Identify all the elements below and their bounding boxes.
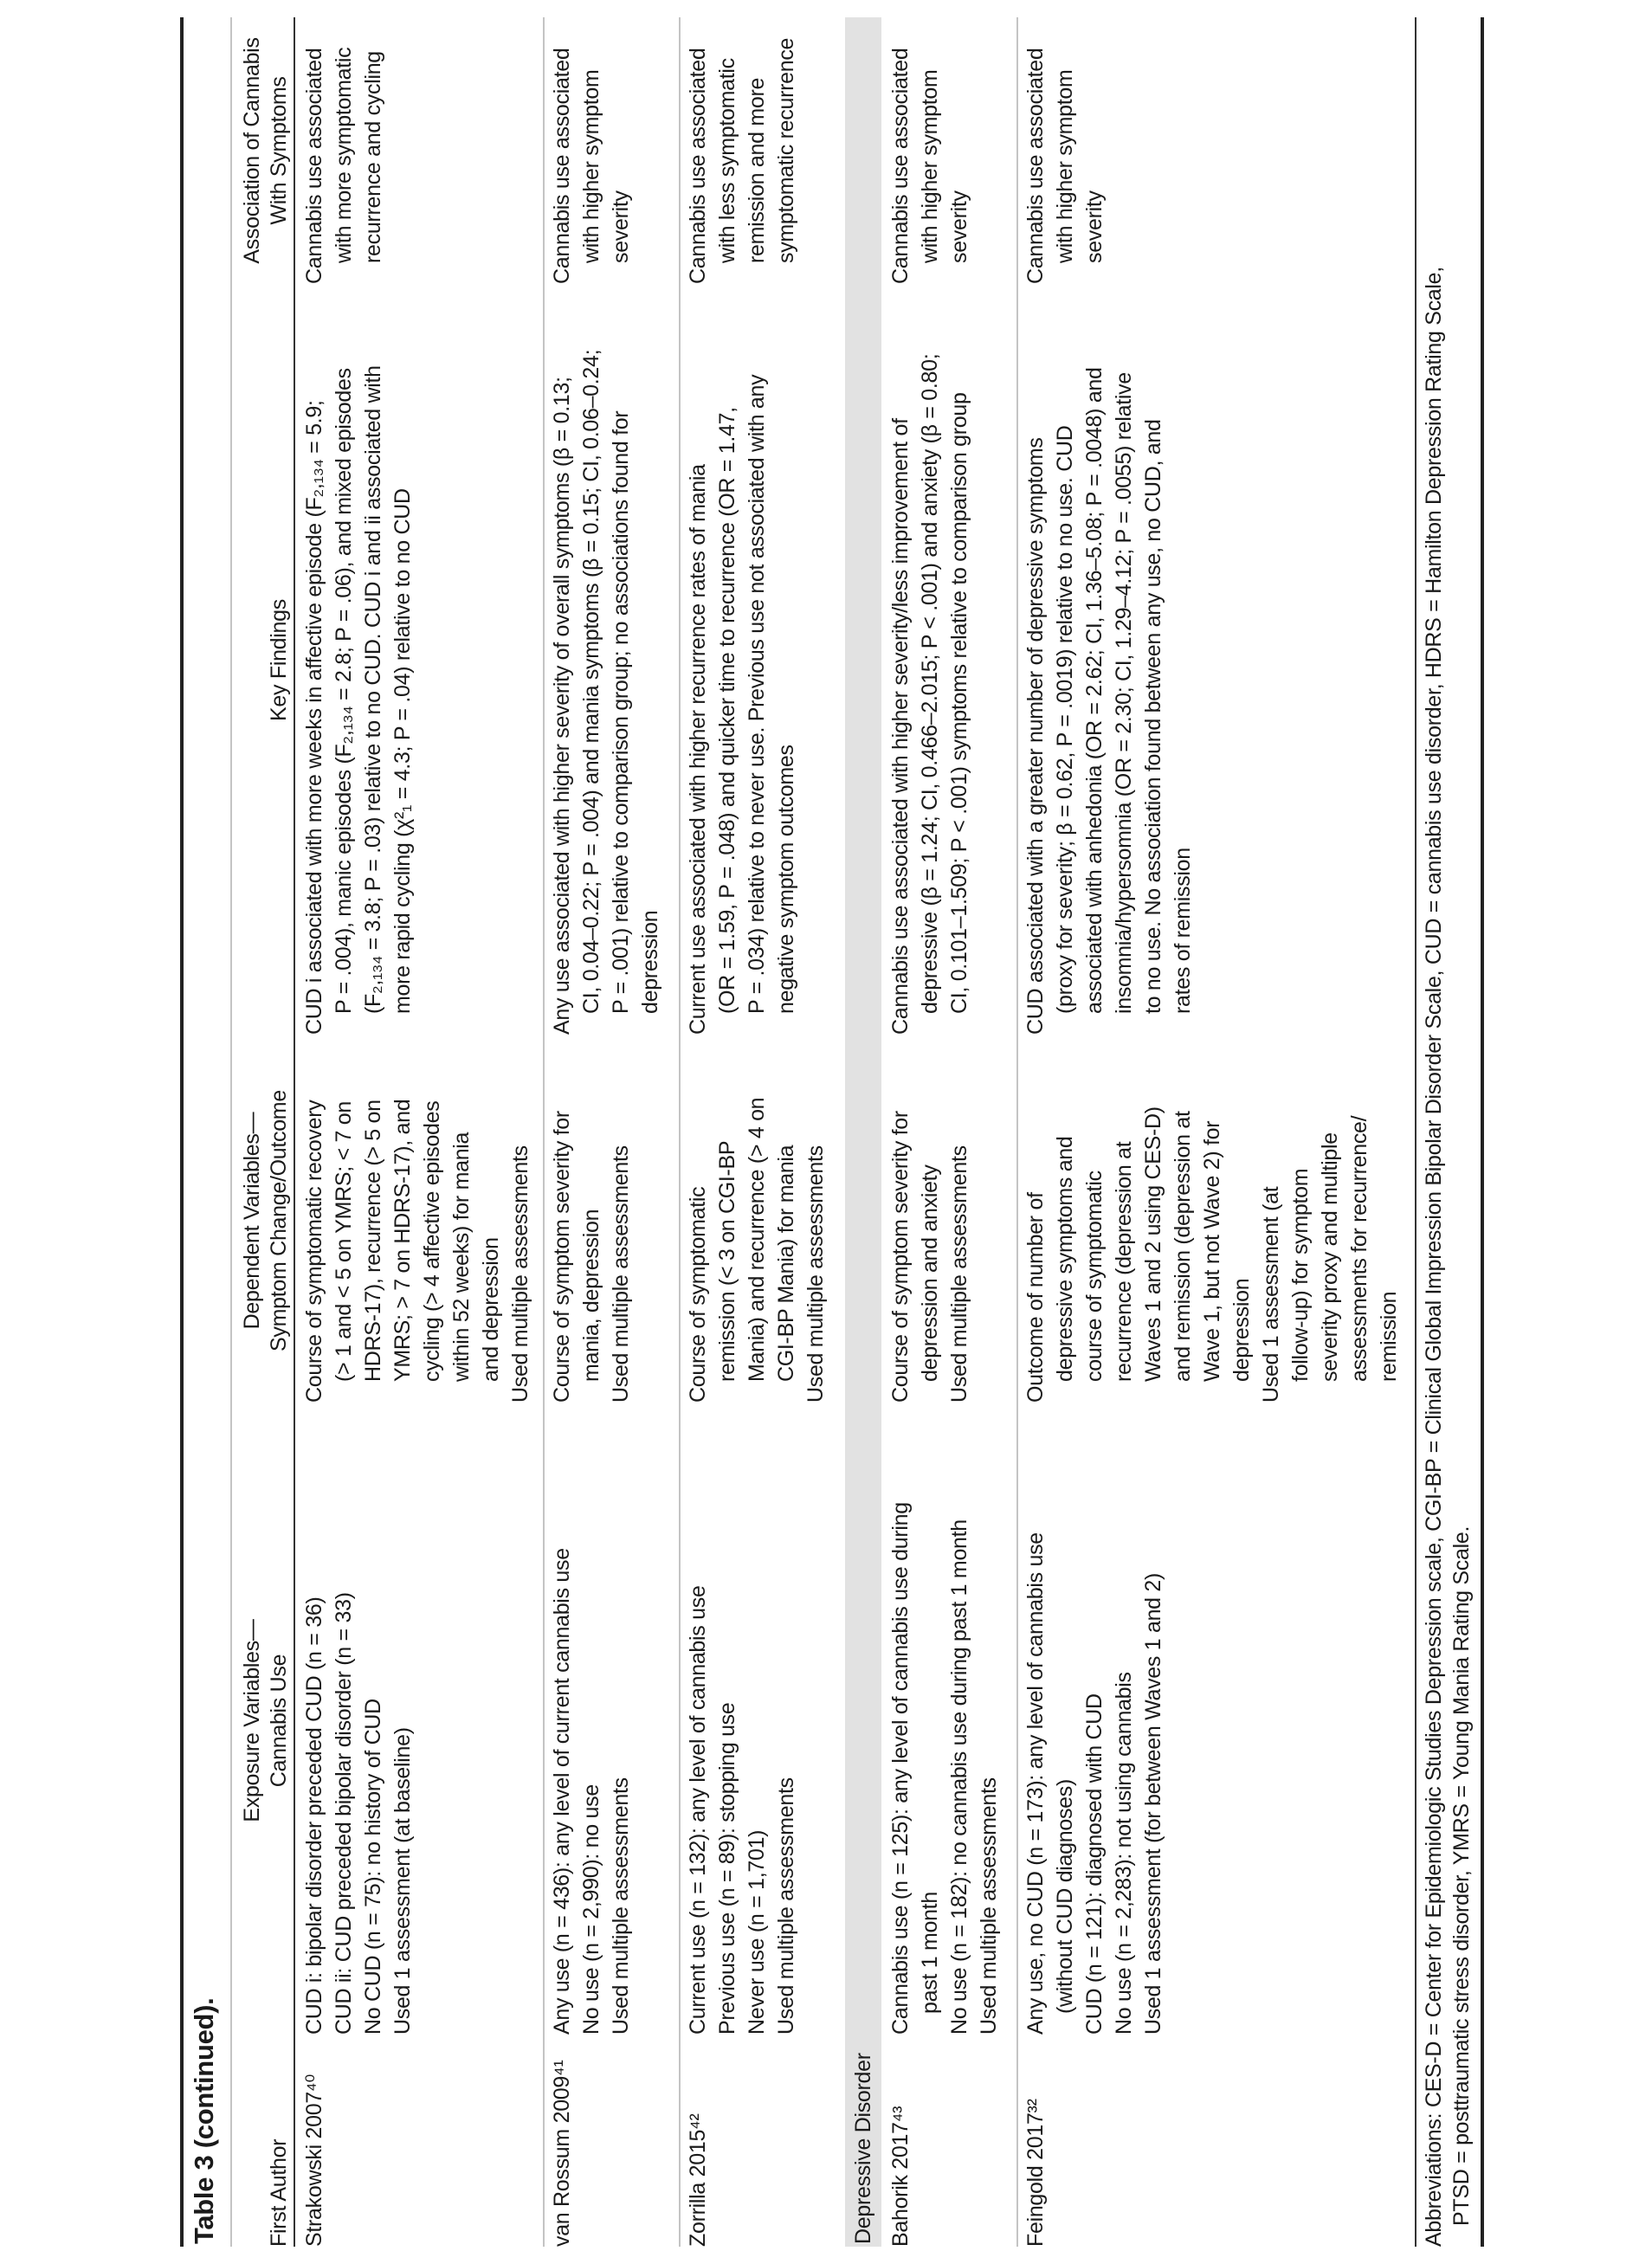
cell-line: within 52 weeks) for mania <box>449 1132 474 1382</box>
cell-item <box>577 1548 606 2035</box>
table-top-rule <box>180 17 184 2247</box>
section-label: Depressive Disorder <box>851 2053 875 2244</box>
cell-line: severity <box>1082 190 1107 263</box>
cell-line: No use (n = 2,283): not using cannabis <box>1112 1672 1136 2035</box>
cell-association <box>886 48 974 284</box>
cell-line: CUD ii: CUD preceded bipolar disorder (n = 33) <box>332 1592 356 2035</box>
cell-line: follow-up) for symptom <box>1288 1168 1313 1382</box>
cell-line: CI, 0.101–1.509; P < .001) symptoms relative to comparison group <box>947 392 971 1014</box>
cell-line: P = .001) relative to comparison group; no associations found for <box>609 410 633 1014</box>
cell-line: P = .034) relative to never use. Previous use not associated with any <box>745 374 769 1014</box>
cell-association <box>683 38 801 284</box>
cell-line: Any use associated with higher severity of overall symptoms (β = 0.13; <box>550 377 574 1035</box>
cell-item <box>1021 1532 1080 2035</box>
cell-line: Cannabis use associated <box>888 48 913 284</box>
cell-item <box>606 1111 636 1403</box>
cell-item <box>801 1098 830 1403</box>
cell-line: negative symptom outcomes <box>774 745 798 1014</box>
cell-line: Previous use (n = 89): stopping use <box>715 1702 739 2035</box>
cell-item <box>886 1111 945 1403</box>
column-header-line: With Symptoms <box>267 76 291 225</box>
cell-line: severity <box>609 190 633 263</box>
cell-item <box>300 48 388 284</box>
cell-line: associated with anhedonia (OR = 2.62; CI, 1.36–5.08; P = .0048) and <box>1082 367 1107 1014</box>
cell-association <box>547 48 636 284</box>
cell-item <box>1021 48 1109 284</box>
cell-line: (OR = 1.59, P = .048) and quicker time to recurrence (OR = 1.47, <box>715 407 739 1014</box>
cell-item <box>1139 1532 1168 2035</box>
cell-line: Cannabis use associated <box>686 48 710 284</box>
cell-line: with higher symptom <box>579 69 603 263</box>
cell-line: depression and anxiety <box>918 1164 942 1382</box>
cell-item <box>329 1592 358 2035</box>
cell-line: assessments for recurrence/ <box>1347 1115 1371 1382</box>
cell-line: Used multiple assessments <box>609 1777 633 2035</box>
cell-line: insomnia/hypersomnia (OR = 2.30; CI, 1.29–4.12; P = .0055) relative <box>1112 372 1136 1014</box>
cell-item <box>886 354 974 1035</box>
cell-line: severity proxy and multiple <box>1318 1132 1342 1382</box>
cell-line: depressive (β = 1.24; CI, 0.466–2.015; P < .001) and anxiety (β = 0.80; <box>918 353 942 1014</box>
page-bottom-rule <box>1481 17 1484 2247</box>
cell-line: with higher symptom <box>1053 69 1077 263</box>
cell-line: Course of symptom severity for <box>550 1111 574 1403</box>
column-header-line: Association of Cannabis <box>240 37 264 264</box>
cell-line: (> 1 and < 5 on YMRS; < 7 on <box>332 1101 356 1382</box>
cell-exposure <box>1021 1532 1168 2035</box>
cell-line: with less symptomatic <box>715 58 739 263</box>
footnote-line: PTSD = posttraumatic stress disorder, YMRS = Young Mania Rating Scale. <box>1449 1525 1474 2226</box>
cell-line: CUD (n = 121): diagnosed with CUD <box>1082 1693 1107 2035</box>
row-divider <box>543 17 545 2247</box>
cell-line: Used multiple assessments <box>774 1777 798 2035</box>
cell-line: symptomatic recurrence <box>774 37 798 263</box>
cell-line: Course of symptomatic recovery <box>302 1100 326 1403</box>
cell-dependent <box>1021 1106 1404 1403</box>
cell-item <box>1021 1106 1256 1403</box>
cell-item <box>547 350 665 1035</box>
cell-item <box>886 1502 945 2035</box>
column-header-exposure <box>234 1407 293 2035</box>
cell-line: CGI-BP Mania) for mania <box>774 1145 798 1382</box>
cell-line: depression <box>638 910 662 1014</box>
cell-line: No use (n = 182): no cannabis use during past 1 month <box>947 1519 971 2035</box>
cell-line: with more symptomatic <box>332 47 356 263</box>
column-header-key <box>234 286 293 1035</box>
cell-line: depressive symptoms and <box>1053 1136 1077 1382</box>
cell-item <box>547 1111 606 1403</box>
cell-dependent <box>300 1100 535 1403</box>
cell-item <box>713 1585 742 2035</box>
cell-item <box>683 38 801 284</box>
cell-line: Never use (n = 1,701) <box>745 1829 769 2035</box>
cell-line: Course of symptom severity for <box>888 1111 913 1403</box>
cell-line: more rapid cycling (χ²₁ = 4.3; P = .04) relative to no CUD <box>390 488 415 1014</box>
cell-line: Mania) and recurrence (> 4 on <box>745 1097 769 1382</box>
cell-line: CUD i associated with more weeks in affective episode (F₂,₁₃₄ = 5.9; <box>302 400 326 1035</box>
cell-line: to no use. No association found between any use, no CUD, and <box>1141 419 1165 1014</box>
cell-item <box>547 48 636 284</box>
cell-item <box>886 48 974 284</box>
cell-line: severity <box>947 190 971 263</box>
cell-line: (F₂,₁₃₄ = 3.8; P = .03) relative to no CUD. CUD i and ii associated with <box>361 365 385 1014</box>
cell-item <box>945 1502 974 2035</box>
column-header-line: First Author <box>267 2138 291 2247</box>
cell-item <box>300 1100 506 1403</box>
column-header-line: Key Findings <box>267 599 291 721</box>
cell-line: past 1 month <box>918 1892 942 2014</box>
cell-line: Waves 1 and 2 using CES-D) <box>1141 1106 1165 1382</box>
column-header-author <box>234 2035 293 2247</box>
cell-author: Zorrilla 2015⁴² <box>686 2113 710 2247</box>
cell-line: CI, 0.04–0.22; P = .004) and mania symptoms (β = 0.15; CI, 0.06–0.24; <box>579 349 603 1014</box>
cell-item <box>300 1592 329 2035</box>
cell-key <box>547 350 665 1035</box>
cell-exposure <box>300 1592 417 2035</box>
cell-line: rates of remission <box>1171 848 1195 1014</box>
cell-line: Cannabis use associated with higher severity/less improvement of <box>888 418 913 1035</box>
cell-line: No use (n = 2,990): no use <box>579 1784 603 2035</box>
cell-line: YMRS; > 7 on HDRS-17), and <box>390 1099 415 1382</box>
cell-item <box>506 1100 535 1403</box>
cell-line: Cannabis use associated <box>550 48 574 284</box>
cell-exposure <box>886 1502 1003 2035</box>
cell-dependent <box>547 1111 636 1403</box>
cell-key <box>1021 367 1197 1035</box>
cell-association <box>300 48 388 284</box>
cell-author: Feingold 2017³² <box>1023 2099 1048 2247</box>
cell-dependent <box>683 1098 830 1403</box>
cell-item <box>974 1502 1003 2035</box>
cell-line: and depression <box>479 1237 503 1382</box>
cell-line: recurrence and cycling <box>361 51 385 263</box>
cell-line: Any use, no CUD (n = 173): any level of cannabis use <box>1023 1532 1048 2035</box>
cell-key <box>683 375 801 1035</box>
cell-association <box>1021 48 1109 284</box>
cell-line: CUD i: bipolar disorder preceded CUD (n = 36) <box>302 1596 326 2035</box>
column-header-dependent <box>234 1039 293 1403</box>
cell-item <box>606 1548 636 2035</box>
cell-line: Used multiple assessments <box>803 1145 828 1403</box>
cell-line: Course of symptomatic <box>686 1186 710 1403</box>
cell-item <box>683 1585 713 2035</box>
cell-line: Any use (n = 436): any level of current cannabis use <box>550 1548 574 2035</box>
column-header-association <box>234 17 293 284</box>
table-title: Table 3 (continued). <box>189 1997 219 2244</box>
cell-line: and remission (depression at <box>1171 1111 1195 1382</box>
cell-item <box>547 1548 577 2035</box>
column-header-line: Cannabis Use <box>267 1654 291 1788</box>
header-divider <box>294 17 295 2247</box>
cell-line: Used multiple assessments <box>977 1777 1001 2035</box>
cell-line: Cannabis use (n = 125): any level of cannabis use during <box>888 1502 913 2035</box>
column-header-line: Exposure Variables— <box>240 1619 264 1822</box>
cell-line: recurrence (depression at <box>1112 1141 1136 1382</box>
cell-line: Current use associated with higher recurrence rates of mania <box>686 464 710 1035</box>
cell-line: with higher symptom <box>918 69 942 263</box>
cell-key <box>886 354 974 1035</box>
cell-line: remission <box>1377 1291 1401 1382</box>
cell-line: HDRS-17), recurrence (> 5 on <box>361 1100 385 1382</box>
cell-line: Cannabis use associated <box>1023 48 1048 284</box>
cell-line: Used multiple assessments <box>609 1145 633 1403</box>
cell-item <box>771 1585 801 2035</box>
cell-line: P = .004), manic episodes (F₂,₁₃₄ = 2.8; P = .06), and mixed episodes <box>332 368 356 1014</box>
cell-line: Used 1 assessment (at baseline) <box>390 1727 415 2035</box>
cell-item <box>1021 367 1197 1035</box>
cell-line: remission and more <box>745 77 769 263</box>
cell-item <box>945 1111 974 1403</box>
cell-line: (proxy for severity; β = 0.62, P = .0019) relative to no use. CUD <box>1053 425 1077 1014</box>
cell-line: cycling (> 4 affective episodes <box>420 1100 444 1382</box>
cell-item <box>683 375 801 1035</box>
cell-item <box>1256 1106 1404 1403</box>
cell-line: remission (< 3 on CGI-BP <box>715 1140 739 1382</box>
title-divider <box>230 17 232 2247</box>
cell-dependent <box>886 1111 974 1403</box>
cell-line: Outcome of number of <box>1023 1192 1048 1403</box>
footnote <box>1420 267 1475 2247</box>
column-header-line: Symptom Change/Outcome <box>267 1090 291 1351</box>
table-bottom-rule <box>1415 17 1416 2247</box>
section-band-depressive-disorder <box>845 17 881 2247</box>
cell-line: Used multiple assessments <box>947 1145 971 1403</box>
cell-item <box>1080 1532 1109 2035</box>
row-divider <box>679 17 681 2247</box>
cell-line: depression <box>1229 1278 1254 1382</box>
cell-line: mania, depression <box>579 1209 603 1382</box>
cell-author: van Rossum 2009⁴¹ <box>550 2060 574 2247</box>
cell-line: course of symptomatic <box>1082 1171 1107 1382</box>
cell-item <box>358 1592 388 2035</box>
cell-line: Used 1 assessment (for between Waves 1 and 2) <box>1141 1572 1165 2035</box>
cell-author: Bahorik 2017⁴³ <box>888 2106 913 2247</box>
cell-key <box>300 365 417 1035</box>
footnote-line: Abbreviations: CES-D = Center for Epidemiologic Studies Depression scale, CGI-BP = Clinical Global Impression Bipolar Disorder Scale, CUD = cannabis use disorder, HDRS = Hamilton Depression Rating Scale, <box>1422 267 1446 2247</box>
cell-line: Used multiple assessments <box>508 1145 532 1403</box>
cell-item <box>742 1585 771 2035</box>
cell-exposure <box>683 1585 801 2035</box>
cell-line: Used 1 assessment (at <box>1259 1186 1283 1403</box>
cell-line: CUD associated with a greater number of depressive symptoms <box>1023 437 1048 1035</box>
cell-item <box>300 365 417 1035</box>
cell-line: Cannabis use associated <box>302 48 326 284</box>
cell-item <box>683 1098 801 1403</box>
cell-line: (without CUD diagnoses) <box>1053 1779 1077 2014</box>
cell-item <box>388 1592 417 2035</box>
column-header-line: Dependent Variables— <box>240 1112 264 1330</box>
cell-exposure <box>547 1548 636 2035</box>
cell-line: No CUD (n = 75): no history of CUD <box>361 1699 385 2035</box>
cell-author: Strakowski 2007⁴⁰ <box>302 2074 326 2247</box>
cell-line: Current use (n = 132): any level of cannabis use <box>686 1585 710 2035</box>
cell-line: Wave 1, but not Wave 2) for <box>1200 1120 1224 1382</box>
cell-item <box>1109 1532 1139 2035</box>
row-divider <box>1016 17 1018 2247</box>
